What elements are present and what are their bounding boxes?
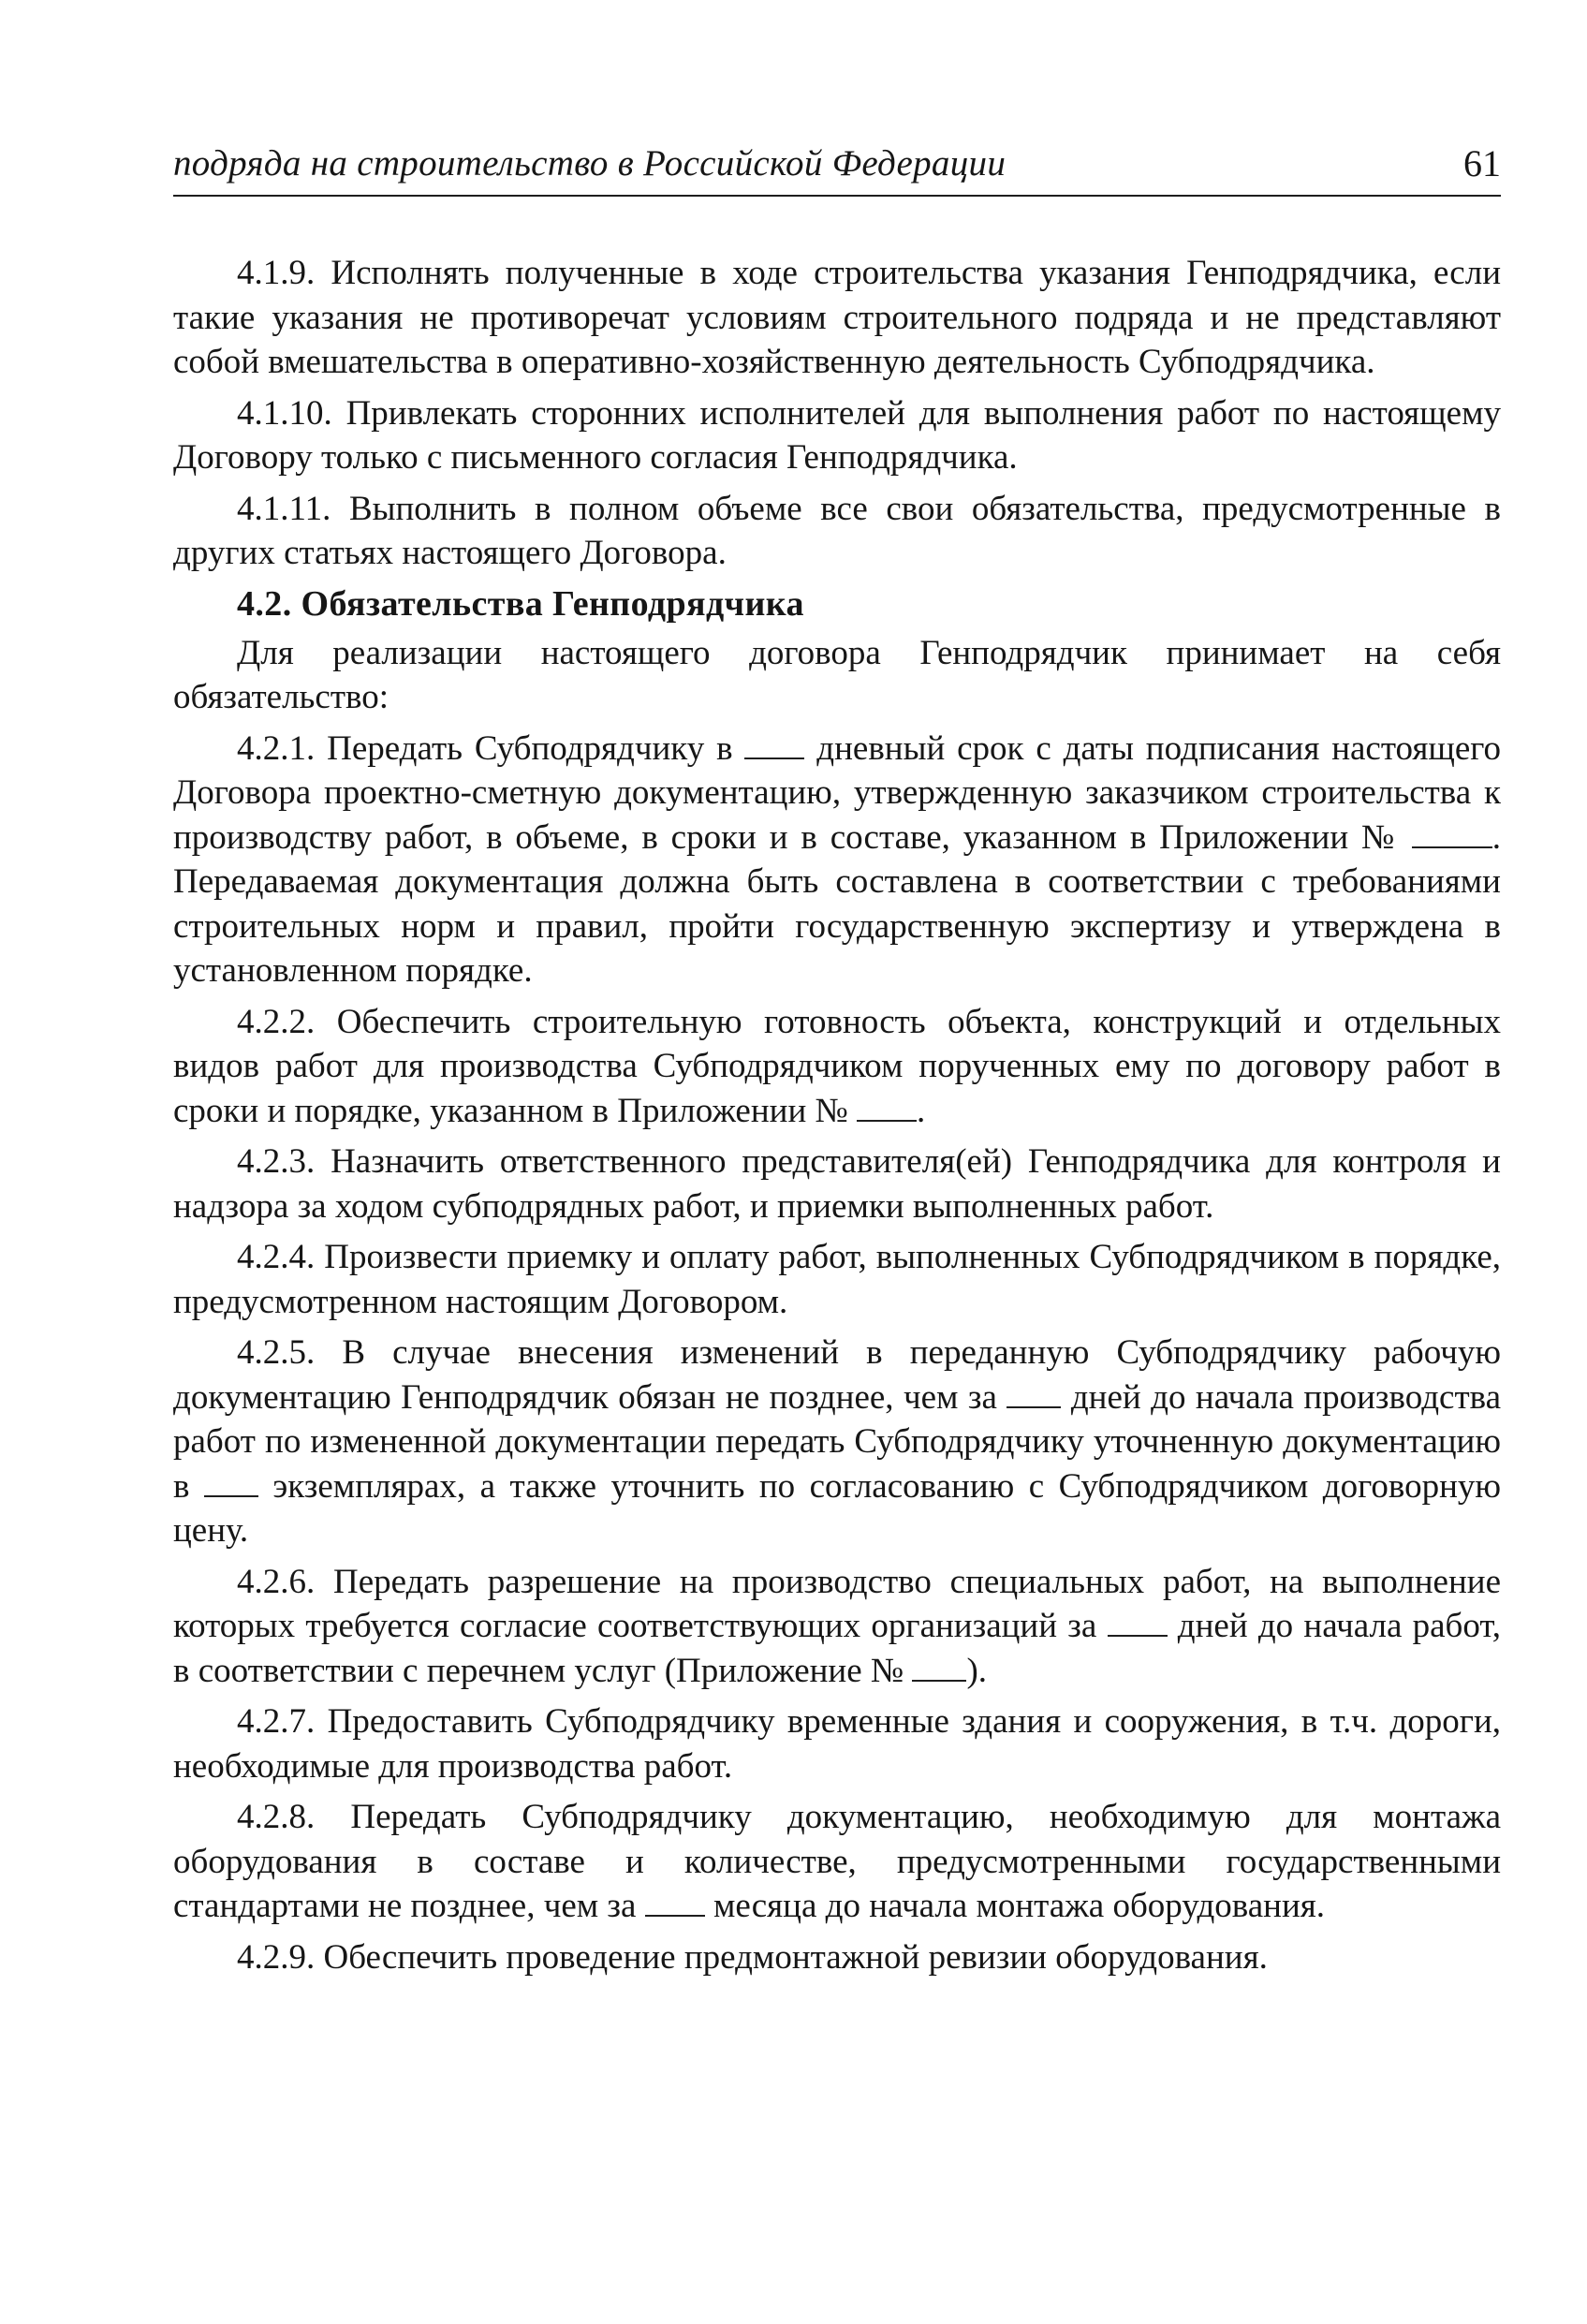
clause-text: ). [966, 1651, 988, 1690]
clause-4-2-9: 4.2.9. Обеспечить проведение предмонтажной ревизии оборудования. [237, 1937, 1268, 1977]
clause-text: дней до начала работ, в соответствии с перечнем услуг (Приложение № [173, 1607, 1502, 1690]
blank-line [912, 1654, 966, 1682]
document-page [173, 140, 1501, 1986]
clause-text: 4.2.5. В случае внесения изменений в переданную Субподрядчику рабочую документацию Генподрядчик обязан не позднее, чем за [173, 1333, 1501, 1417]
clause-4-2-2 [173, 1000, 1501, 1134]
page-number: 61 [1463, 142, 1501, 184]
clause-4-1-10: 4.1.10. Привлекать сторонних исполнителей для выполнения работ по настоящему Договору только с письменного согласия Генподрядчика. [173, 393, 1501, 477]
clause-4-2-6 [173, 1560, 1501, 1694]
clause-text: 4.2.1. Передать Субподрядчику в [237, 728, 733, 768]
blank-line [744, 731, 804, 759]
clause-4-2-4: 4.2.4. Произвести приемку и оплату работ, выполненных Субподрядчиком в порядке, предусмотренном настоящим Договором. [173, 1238, 1501, 1321]
blank-line [645, 1889, 705, 1917]
clause-4-2-7: 4.2.7. Предоставить Субподрядчику временные здания и сооружения, в т.ч. дороги, необходимые для производства работ. [173, 1702, 1501, 1786]
clause-text: дней до начала производства работ по измененной документации передать Субподрядчику уточненную документацию в [173, 1377, 1502, 1506]
clause-text: . [917, 1091, 926, 1130]
section-intro-4-2: Для реализации настоящего договора Генподрядчик принимает на себя обязательство: [173, 633, 1501, 716]
clause-text: . Передаваемая документация должна быть составлена в соответствии с требованиями строительных норм и правил, пройти государственную экспертизу и утверждена в установленном порядке. [173, 817, 1501, 990]
clause-4-2-3: 4.2.3. Назначить ответственного представителя(ей) Генподрядчика для контроля и надзора за ходом субподрядных работ, и приемки выполненных работ. [173, 1142, 1501, 1226]
running-title: подряда на строительство в Российской Федерации [173, 143, 1007, 184]
clause-text: 4.2.8. Передать Субподрядчику документацию, необходимую для монтажа оборудования в составе и количестве, предусмотренными государственными стандартами не позднее, чем за [173, 1798, 1501, 1925]
clause-text: месяца до начала монтажа оборудования. [713, 1887, 1326, 1925]
clause-text: дневный срок с даты подписания настоящего Договора проектно-сметную документацию, утвержденную заказчиком строительства к производству работ, в объеме, в сроки и в составе, указанном в Приложении № [173, 728, 1502, 857]
clause-4-2-5 [173, 1331, 1501, 1553]
section-heading-4-2: 4.2. Обязательства Генподрядчика [237, 583, 804, 624]
clause-4-2-8 [173, 1795, 1501, 1929]
clause-text: 4.2.2. Обеспечить строительную готовность объекта, конструкций и отдельных видов работ для производства Субподрядчиком порученных ему по договору работ в сроки и порядке, указанном в Приложении № [173, 1002, 1501, 1130]
blank-line [1108, 1609, 1168, 1637]
document-body [173, 251, 1501, 1979]
blank-line [1007, 1380, 1061, 1408]
clause-4-2-1 [173, 727, 1501, 993]
blank-line [857, 1094, 917, 1122]
blank-line [204, 1469, 258, 1497]
clause-text: экземплярах, а также уточнить по согласованию с Субподрядчиком договорную цену. [173, 1466, 1502, 1550]
running-header [173, 140, 1501, 197]
clause-4-1-9: 4.1.9. Исполнять полученные в ходе строительства указания Генподрядчика, если такие указания не противоречат условиям строительного подряда и не представляют собой вмешательства в оперативно-хозяйственную деятельность Субподрядчика. [173, 254, 1501, 381]
blank-line [1412, 820, 1492, 848]
clause-4-1-11: 4.1.11. Выполнить в полном объеме все свои обязательства, предусмотренные в других статьях настоящего Договора. [173, 489, 1501, 572]
clause-text: 4.2.6. Передать разрешение на производство специальных работ, на выполнение которых требуется согласие соответствующих организаций за [173, 1562, 1501, 1645]
